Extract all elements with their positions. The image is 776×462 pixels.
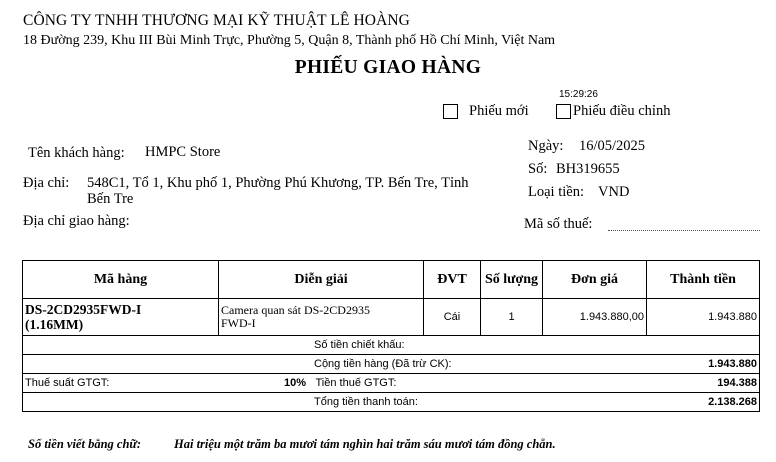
customer-address-line1: 548C1, Tổ 1, Khu phố 1, Phường Phú Khương, TP. Bến Tre, Tỉnh <box>87 175 469 191</box>
vat-amount-value: 194.388 <box>647 374 760 393</box>
vat-amount-label: Tiền thuế GTGT: <box>315 377 397 389</box>
vat-rate-value: 10% <box>284 377 307 389</box>
currency-label: Loại tiền: <box>528 184 584 200</box>
shipping-address-label: Địa chỉ giao hàng: <box>23 213 130 229</box>
document-title: PHIẾU GIAO HÀNG <box>294 57 482 78</box>
company-address: 18 Đường 239, Khu III Bùi Minh Trực, Phường 5, Quận 8, Thành phố Hồ Chí Minh, Việt Nam <box>23 33 556 48</box>
customer-address-line2: Bến Tre <box>87 191 134 207</box>
header-quantity: Số lượng <box>481 261 543 299</box>
tax-code-line <box>608 230 760 231</box>
header-code: Mã hàng <box>23 261 219 299</box>
header-unit: ĐVT <box>424 261 481 299</box>
subtotal-value: 1.943.880 <box>647 355 760 374</box>
total-value: 2.138.268 <box>647 393 760 412</box>
vat-rate-label: Thuế suất GTGT: <box>25 377 110 389</box>
table-header-row <box>23 261 760 299</box>
voucher-no-label: Số: <box>528 161 548 177</box>
table-row <box>23 299 760 336</box>
discount-row <box>23 336 760 355</box>
items-table <box>22 260 760 412</box>
new-voucher-checkbox[interactable] <box>443 104 458 119</box>
item-description <box>219 299 424 336</box>
vat-amount-label-cell <box>315 374 647 393</box>
item-code-line1: DS-2CD2935FWD-I <box>25 302 142 317</box>
customer-name-label: Tên khách hàng: <box>28 145 125 161</box>
discount-label: Số tiền chiết khấu: <box>23 336 760 355</box>
total-label: Tổng tiền thanh toán: <box>23 393 647 412</box>
item-code <box>23 299 219 336</box>
total-row <box>23 393 760 412</box>
tax-code-label: Mã số thuế: <box>524 216 593 232</box>
adjust-voucher-label: Phiếu điều chỉnh <box>573 103 671 119</box>
voucher-no-value: BH319655 <box>556 161 620 177</box>
item-code-line2: (1.16MM) <box>25 317 84 332</box>
header-description: Diễn giải <box>219 261 424 299</box>
company-name: CÔNG TY TNHH THƯƠNG MẠI KỸ THUẬT LÊ HOÀNG <box>23 12 410 29</box>
vat-row <box>23 374 760 393</box>
subtotal-row <box>23 355 760 374</box>
amount-in-words-value: Hai triệu một trăm ba mươi tám nghìn hai trăm sáu mươi tám đồng chẵn. <box>174 437 556 451</box>
date-value: 16/05/2025 <box>579 138 646 154</box>
customer-address-label: Địa chỉ: <box>23 175 70 191</box>
new-voucher-label: Phiếu mới <box>469 103 529 119</box>
subtotal-label: Cộng tiền hàng (Đã trừ CK): <box>23 355 647 374</box>
print-time: 15:29:26 <box>559 89 598 100</box>
item-description-line2: FWD-I <box>221 316 256 330</box>
item-quantity: 1 <box>481 299 543 336</box>
item-unit-price: 1.943.880,00 <box>543 299 647 336</box>
adjust-voucher-checkbox[interactable] <box>556 104 571 119</box>
amount-in-words-label: Số tiền viết bằng chữ: <box>28 437 142 451</box>
item-unit: Cái <box>424 299 481 336</box>
item-description-line1: Camera quan sát DS-2CD2935 <box>221 303 370 317</box>
header-amount: Thành tiền <box>647 261 760 299</box>
currency-value: VND <box>598 184 630 200</box>
date-label: Ngày: <box>528 138 564 154</box>
header-unit-price: Đơn giá <box>543 261 647 299</box>
item-amount: 1.943.880 <box>647 299 760 336</box>
customer-name: HMPC Store <box>145 144 221 160</box>
